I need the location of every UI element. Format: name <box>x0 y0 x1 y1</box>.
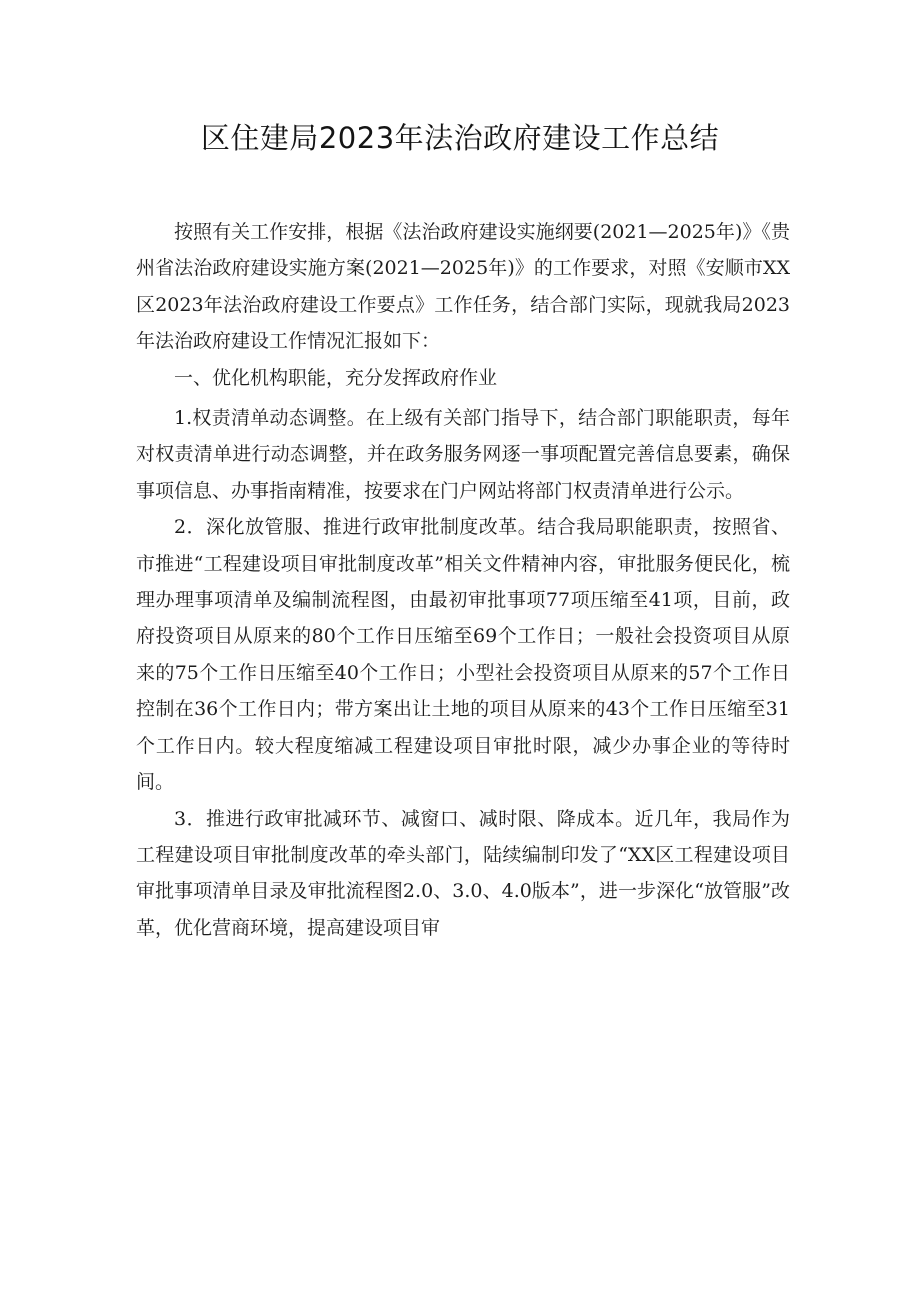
item-paragraph-2: 2．深化放管服、推进行政审批制度改革。结合我局职能职责，按照省、市推进“工程建设项目审批制度改革”相关文件精神内容，审批服务便民化，梳理办理事项清单及编制流程图，由最初审批事项77项压缩至41项，目前，政府投资项目从原来的80个工作日压缩至69个工作日；一般社会投资项目从原来的75个工作日压缩至40个工作日；小型社会投资项目从原来的57个工作日控制在36个工作日内；带方案出让土地的项目从原来的43个工作日压缩至31个工作日内。较大程度缩减工程建设项目审批时限，减少办事企业的等待时间。 <box>136 516 790 794</box>
document-title: 区住建局2023年法治政府建设工作总结 <box>200 121 720 155</box>
intro-paragraph: 按照有关工作安排，根据《法治政府建设实施纲要(2021—2025年)》《贵州省法治政府建设实施方案(2021—2025年)》的工作要求，对照《安顺市XX区2023年法治政府建设工作要点》工作任务，结合部门实际，现就我局2023年法治政府建设工作情况汇报如下： <box>136 221 790 353</box>
item-paragraph-1: 1.权责清单动态调整。在上级有关部门指导下，结合部门职能职责，每年对权责清单进行动态调整，并在政务服务网逐一事项配置完善信息要素，确保事项信息、办事指南精准，按要求在门户网站将部门权责清单进行公示。 <box>136 407 790 502</box>
document-body <box>136 214 790 946</box>
item-paragraph-3: 3．推进行政审批减环节、减窗口、减时限、降成本。近几年，我局作为工程建设项目审批制度改革的牵头部门，陆续编制印发了“XX区工程建设项目审批事项清单目录及审批流程图2.0、3.0、4.0版本”，进一步深化“放管服”改革，优化营商环境，提高建设项目审 <box>136 807 790 939</box>
section-heading-1: 一、优化机构职能，充分发挥政府作业 <box>174 366 498 389</box>
